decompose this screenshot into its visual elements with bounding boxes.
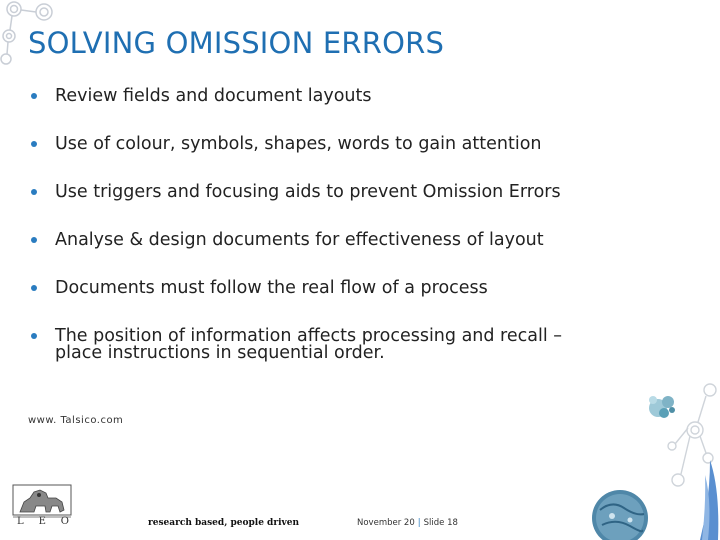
bullet-item xyxy=(30,88,670,105)
bullet-dot-icon xyxy=(31,93,37,99)
footer-slide-number: Slide 18 xyxy=(423,518,458,528)
bullet-item xyxy=(30,136,670,153)
logo-letters xyxy=(17,516,69,527)
logo-letter: E xyxy=(38,516,46,527)
bullet-text-line: Use triggers and focusing aids to prevent Omission Errors xyxy=(55,182,561,202)
bullet-text-line: Documents must follow the real flow of a process xyxy=(55,278,488,298)
bullet-dot-icon xyxy=(31,333,37,339)
bullet-text-line: Review fields and document layouts xyxy=(55,86,372,106)
bullet-item xyxy=(30,280,670,297)
bullet-dot-icon xyxy=(31,237,37,243)
bullet-dot-icon xyxy=(31,189,37,195)
bullet-text-line: Use of colour, symbols, shapes, words to gain attention xyxy=(55,134,542,154)
footer-separator: | xyxy=(417,518,421,528)
footer-tagline: research based, people driven xyxy=(148,518,300,528)
bullet-dot-icon xyxy=(31,141,37,147)
bullet-text-line: place instructions in sequential order. xyxy=(55,343,385,363)
bullet-dot-icon xyxy=(31,285,37,291)
bullet-item xyxy=(30,328,670,362)
bullet-list xyxy=(30,88,670,393)
bullet-item xyxy=(30,232,670,249)
bullet-text-line: The position of information affects processing and recall – xyxy=(55,326,563,346)
bullet-item xyxy=(30,184,670,201)
logo-letter: O xyxy=(60,516,69,527)
logo-letter: L xyxy=(17,516,24,527)
footer-date: November 20 xyxy=(357,518,415,528)
molecule-network-icon xyxy=(560,380,720,540)
slide-title: SOLVING OMISSION ERRORS xyxy=(28,26,445,60)
footer-url: www. Talsico.com xyxy=(28,415,124,426)
bullet-text-line: Analyse & design documents for effectiveness of layout xyxy=(55,230,544,250)
footer-date-slide xyxy=(357,518,458,528)
